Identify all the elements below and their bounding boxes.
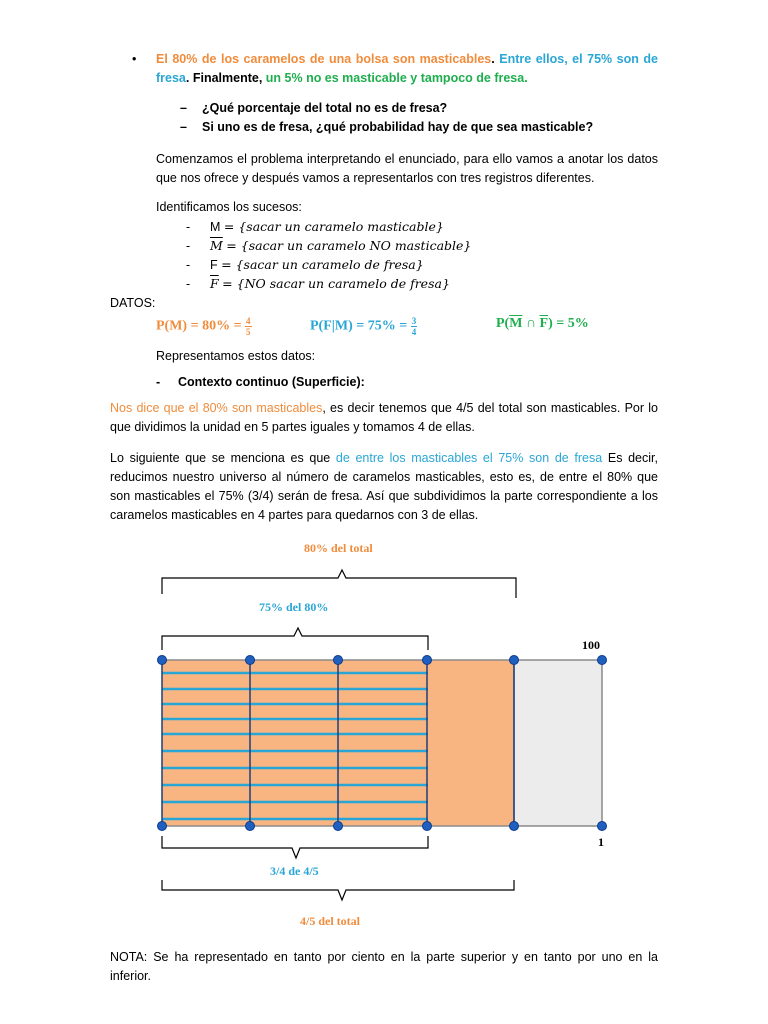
para2-rest: Es decir, reducimos nuestro universo al número de caramelos masticables, esto es, de entre el 80% que son masticables el 75% (3/4) serán de fresa. Así que subdividimos la parte correspondiente a los caramelos masticables en 4 partes para quedarnos con 3 de ellas. xyxy=(110,451,658,522)
formula-pfm: P(F|M) = 75% = $\frac{3}{4}$ xyxy=(310,316,417,337)
formula-pmf: $P(\overline{M}$ ∩ $\overline{F}) = 5\%$ xyxy=(496,316,589,331)
statement-part-1: El 80% de los caramelos de una bolsa son masticables xyxy=(156,52,492,66)
brace-bottom-sub xyxy=(162,836,428,858)
non-masticable-area xyxy=(514,660,602,826)
label-3-4-of-4-5: 3/4 de 4/5 xyxy=(270,864,319,878)
question-dash: – xyxy=(180,101,187,115)
statement-sep-1: . xyxy=(491,52,500,66)
label-4-5-total: 4/5 del total xyxy=(300,914,360,928)
brace-bottom-total xyxy=(162,880,514,900)
label-1: 1 xyxy=(598,835,604,849)
label-75-of-80: 75% del 80% xyxy=(259,600,329,614)
suceso-item: - $\overline{F} = \{NO$ sacar un caramelo de fresa} xyxy=(186,276,450,291)
para2-highlight: de entre los masticables el 75% son de fresa xyxy=(335,451,603,465)
fraction-4-5: $\frac{4}{5}$ xyxy=(246,316,251,337)
statement-part-3: un 5% no es masticable y tampoco de fresa xyxy=(265,71,525,85)
suceso-item: - M = {sacar un caramelo masticable} xyxy=(186,219,444,234)
datos-label: DATOS: xyxy=(110,296,156,310)
suceso-item: - F = {sacar un caramelo de fresa} xyxy=(186,257,424,272)
para1-highlight: Nos dice que el 80% son masticables xyxy=(110,401,323,415)
formula-pm: P(M) = 80% = $\frac{4}{5}$ xyxy=(156,316,251,337)
represent-line: Representamos estos datos: xyxy=(156,349,316,363)
nota-paragraph: NOTA: Se ha representado en tanto por ciento en la parte superior y en tanto por uno en la inferior. xyxy=(110,950,658,983)
question-text: Si uno es de fresa, ¿qué probabilidad hay de que sea masticable? xyxy=(202,120,594,134)
brace-top-total xyxy=(162,570,516,598)
sucesos-title: Identificamos los sucesos: xyxy=(156,200,302,214)
question-dash: – xyxy=(180,120,187,134)
brace-top-sub xyxy=(162,628,428,650)
bullet-marker: • xyxy=(132,52,137,66)
label-100: 100 xyxy=(582,638,600,652)
para2-pre: Lo siguiente que se menciona es que xyxy=(110,451,336,465)
statement-part-2: Entre ellos, el 75% son de fresa xyxy=(156,52,658,85)
statement-sep-2: . Finalmente, xyxy=(185,71,266,85)
suceso-item: - $\overline{M}$ = {sacar un caramelo NO masticable} xyxy=(186,238,472,253)
statement-end: . xyxy=(524,71,528,85)
intro-paragraph: Comenzamos el problema interpretando el enunciado, para ello vamos a anotar los datos que nos ofrece y después vamos a representarlos con tres registros diferentes. xyxy=(156,152,658,185)
fraction-3-4: $\frac{3}{4}$ xyxy=(411,316,417,337)
contexto-line: - Contexto continuo (Superficie): xyxy=(156,375,365,389)
label-80-total: 80% del total xyxy=(304,541,373,555)
para1-rest: , es decir tenemos que 4/5 del total son masticables. Por lo que dividimos la unidad en 5 partes iguales y tomamos 4 de ellas. xyxy=(110,401,658,434)
question-text: ¿Qué porcentaje del total no es de fresa? xyxy=(202,101,448,115)
